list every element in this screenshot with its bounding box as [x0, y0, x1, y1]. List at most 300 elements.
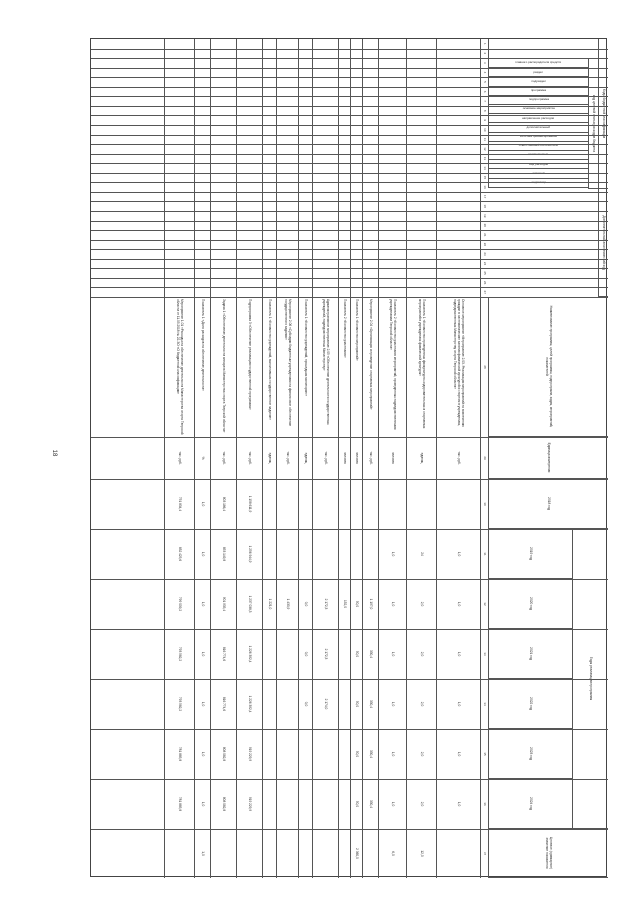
header-year-2019: 2019 год — [488, 529, 572, 579]
row-year-value: 1,0 — [456, 701, 461, 707]
code-digit — [338, 77, 350, 87]
code-digit — [262, 230, 276, 240]
code-digit — [236, 173, 262, 183]
code-digit — [312, 58, 338, 68]
row-year-value: 1 256 944,9 — [247, 545, 252, 563]
code-digit — [276, 144, 298, 154]
code-digit — [276, 173, 298, 183]
code-digit — [406, 287, 436, 297]
code-digit — [164, 268, 194, 278]
code-digit — [378, 230, 406, 240]
row-year-value: 2,0 — [419, 701, 424, 707]
code-digit — [406, 96, 436, 106]
code-digit — [276, 192, 298, 202]
code-digit — [436, 201, 480, 211]
row-base-value — [406, 479, 436, 529]
row-year-value: 1,0 — [390, 801, 395, 807]
code-digit — [194, 287, 210, 297]
code-digit — [378, 240, 406, 250]
code-digit — [378, 135, 406, 145]
column-number: 28 — [482, 365, 487, 369]
row-year-value — [338, 779, 350, 829]
code-digit — [312, 259, 338, 269]
code-digit — [298, 154, 312, 164]
code-digit — [406, 154, 436, 164]
row-completion-value — [276, 829, 298, 878]
row-year-value: 793 582,2 — [177, 646, 182, 662]
code-digit — [262, 96, 276, 106]
code-digit — [262, 115, 276, 125]
row-year-value: 1 430,9 — [285, 598, 290, 610]
row-year-value: 853 149,8 — [221, 546, 226, 562]
code-digit — [312, 106, 338, 116]
column-number: 30 — [482, 502, 487, 506]
row-year-value: 1,0 — [390, 751, 395, 757]
code-digit — [312, 221, 338, 231]
row-base-value: 1,0 — [200, 501, 205, 507]
code-digit — [406, 77, 436, 87]
column-number: 31 — [482, 552, 487, 556]
code-digit — [378, 68, 406, 78]
code-digit — [194, 192, 210, 202]
code-digit — [350, 221, 362, 231]
code-digit — [276, 259, 298, 269]
row-unit: тыс. руб. — [456, 451, 461, 465]
code-digit — [236, 259, 262, 269]
code-digit — [262, 278, 276, 288]
row-year-value — [298, 729, 312, 779]
row-year-value: 24 — [419, 552, 424, 556]
rotated-table — [91, 39, 608, 878]
code-digit — [164, 163, 194, 173]
code-digit — [164, 211, 194, 221]
code-digit — [298, 211, 312, 221]
row-name: Показатель 1 «Количество учреждений, выполнивших государственное задание» — [267, 299, 272, 421]
code-digit — [194, 39, 210, 49]
row-year-value: 330,4 — [368, 650, 373, 658]
code-digit — [298, 49, 312, 59]
code-digit — [262, 182, 276, 192]
code-digit — [378, 182, 406, 192]
row-unit: тыс. руб. — [368, 451, 373, 465]
code-digit — [262, 211, 276, 221]
row-year-value: 2 172,3 — [323, 598, 328, 610]
row-year-value: 50,0 — [354, 700, 359, 708]
code-digit — [350, 106, 362, 116]
code-digit — [338, 115, 350, 125]
code-digit — [194, 58, 210, 68]
row-unit: единиц — [419, 452, 424, 464]
code-digit — [406, 87, 436, 97]
code-digit — [276, 268, 298, 278]
row-year-value: 1,0 — [456, 551, 461, 557]
column-number: 20 — [482, 223, 487, 227]
code-digit — [436, 163, 480, 173]
code-digit — [210, 77, 236, 87]
code-digit — [236, 115, 262, 125]
row-year-value — [262, 629, 276, 679]
code-digit — [436, 154, 480, 164]
column-number: 15 — [482, 175, 487, 180]
code-digit — [350, 268, 362, 278]
code-digit — [164, 68, 194, 78]
code-digit — [236, 221, 262, 231]
code-digit — [298, 125, 312, 135]
code-digit — [236, 68, 262, 78]
code-digit — [312, 39, 338, 49]
code-digit — [362, 96, 378, 106]
code-digit — [236, 135, 262, 145]
code-digit — [378, 39, 406, 49]
row-year-value: 781 885,8 — [177, 796, 182, 812]
row-year-value: 808 082,8 — [221, 796, 226, 812]
column-number: 14 — [482, 166, 487, 170]
code-digit — [312, 268, 338, 278]
code-digit — [338, 259, 350, 269]
code-digit — [236, 249, 262, 259]
column-number: 36 — [482, 802, 487, 806]
page-number: 18 — [51, 449, 57, 457]
row-year-value: 2,0 — [419, 801, 424, 807]
row-year-value: 793 582,2 — [177, 696, 182, 712]
header-name-col: Наименование программы, целей программы, подпрограмм, задач, мероприятий, показателей — [488, 297, 608, 437]
column-number: 19 — [482, 214, 487, 218]
row-completion-value — [436, 829, 480, 878]
code-digit — [350, 287, 362, 297]
code-digit — [236, 106, 262, 116]
code-digit — [262, 249, 276, 259]
code-digit — [436, 287, 480, 297]
code-digit — [276, 201, 298, 211]
row-year-value: 816 774,6 — [221, 696, 226, 712]
code-digit — [276, 58, 298, 68]
code-digit — [312, 182, 338, 192]
code-digit — [236, 96, 262, 106]
code-col-label: основное мероприятие — [522, 106, 555, 111]
code-digit — [276, 163, 298, 173]
row-year-value: 781 885,8 — [177, 746, 182, 762]
row-year-value — [338, 679, 350, 729]
code-digit — [362, 39, 378, 49]
code-digit — [338, 211, 350, 221]
code-digit — [406, 192, 436, 202]
code-digit — [338, 240, 350, 250]
row-completion-value: 6,0 — [390, 851, 395, 856]
column-number: 10 — [482, 128, 487, 132]
code-digit — [210, 221, 236, 231]
code-digit — [298, 221, 312, 231]
row-year-value: 2,0 — [419, 601, 424, 607]
header-target-article: код целевой статьи расходов бюджета — [588, 59, 598, 189]
code-digit — [276, 39, 298, 49]
code-digit — [276, 154, 298, 164]
code-digit — [298, 278, 312, 288]
code-digit — [362, 154, 378, 164]
column-number: 37 — [482, 851, 487, 856]
budget-table-sheet — [90, 38, 607, 877]
code-col-label: подпрограмма — [528, 97, 549, 102]
code-digit — [194, 49, 210, 59]
code-digit — [194, 173, 210, 183]
row-year-value — [312, 779, 338, 829]
code-digit — [362, 77, 378, 87]
code-digit — [276, 287, 298, 297]
code-digit — [194, 125, 210, 135]
column-number: 22 — [482, 242, 487, 247]
code-digit — [236, 240, 262, 250]
header-year-2023: 2023 год — [488, 729, 572, 779]
code-digit — [210, 259, 236, 269]
code-digit — [262, 259, 276, 269]
code-digit — [338, 58, 350, 68]
code-digit — [406, 68, 436, 78]
row-year-value — [312, 529, 338, 579]
code-digit — [194, 249, 210, 259]
row-year-value — [276, 529, 298, 579]
code-digit — [194, 259, 210, 269]
code-digit — [406, 221, 436, 231]
code-digit — [210, 106, 236, 116]
code-digit — [350, 230, 362, 240]
code-digit — [312, 125, 338, 135]
row-base-value — [362, 479, 378, 529]
column-number: 25 — [482, 271, 487, 275]
row-year-value: 919 229,9 — [247, 746, 252, 762]
code-digit — [262, 77, 276, 87]
row-completion-value: 1,0 — [200, 851, 205, 856]
code-digit — [436, 173, 480, 183]
code-digit — [436, 221, 480, 231]
code-digit — [276, 249, 298, 259]
code-digit — [164, 106, 194, 116]
code-digit — [164, 154, 194, 164]
row-base-value — [276, 479, 298, 529]
row-completion-value — [236, 829, 262, 878]
row-year-value — [276, 779, 298, 829]
code-col-label: раздел — [533, 69, 544, 74]
code-digit — [194, 68, 210, 78]
code-digit — [362, 182, 378, 192]
column-number: 29 — [482, 456, 487, 460]
code-digit — [362, 144, 378, 154]
code-digit — [312, 249, 338, 259]
code-digit — [276, 240, 298, 250]
code-digit — [338, 49, 350, 59]
code-digit — [210, 154, 236, 164]
row-name: Показатель 2 «Количество участников мероприятий, проведенных подведомственными учреждениями Тверской области» — [389, 299, 397, 430]
row-year-value: 832 425,6 — [177, 546, 182, 562]
code-digit — [164, 249, 194, 259]
row-year-value: 1 226 392,4 — [247, 695, 252, 713]
row-completion-value — [210, 829, 236, 878]
code-digit — [378, 96, 406, 106]
row-base-value — [262, 479, 276, 529]
code-digit — [378, 173, 406, 183]
code-digit — [194, 115, 210, 125]
code-digit — [350, 192, 362, 202]
code-digit — [378, 192, 406, 202]
row-year-value: 2,0 — [419, 651, 424, 657]
code-digit — [164, 182, 194, 192]
code-digit — [262, 173, 276, 183]
code-digit — [338, 39, 350, 49]
row-year-value — [312, 729, 338, 779]
code-digit — [298, 287, 312, 297]
column-number: 9 — [482, 119, 487, 122]
code-col-label: вид расходов — [529, 161, 548, 166]
code-digit — [350, 154, 362, 164]
code-digit — [236, 154, 262, 164]
row-year-value: 330,4 — [368, 700, 373, 708]
column-number: 1 — [482, 42, 487, 45]
code-digit — [194, 201, 210, 211]
column-number: 32 — [482, 602, 487, 606]
code-digit — [262, 87, 276, 97]
row-year-value: 50,0 — [354, 650, 359, 658]
row-year-value: 901 935,4 — [221, 596, 226, 612]
code-col-label: индикатор — [531, 179, 546, 184]
code-digit — [164, 144, 194, 154]
code-digit — [436, 135, 480, 145]
code-digit — [338, 249, 350, 259]
code-digit — [298, 39, 312, 49]
code-digit — [210, 125, 236, 135]
row-year-value: 0,0 — [303, 651, 308, 657]
code-digit — [362, 287, 378, 297]
code-digit — [262, 68, 276, 78]
row-name: Показатель 1 «Доля расходов на обеспечение деятельности» — [200, 299, 205, 391]
code-digit — [164, 201, 194, 211]
code-digit — [164, 192, 194, 202]
row-name: Показатель 1 «Количество учреждений, прошедших мониторинг» — [303, 299, 308, 397]
code-col-header — [488, 68, 588, 77]
code-digit — [378, 125, 406, 135]
code-digit — [378, 201, 406, 211]
code-digit — [298, 96, 312, 106]
code-digit — [378, 278, 406, 288]
row-name: Административное мероприятие 2.05 «Обеспечение деятельности государственных учреждений, подведомственных Министерству» — [322, 299, 330, 425]
code-digit — [164, 115, 194, 125]
code-digit — [338, 278, 350, 288]
code-digit — [312, 135, 338, 145]
code-digit — [236, 77, 262, 87]
code-digit — [350, 259, 362, 269]
code-digit — [236, 163, 262, 173]
row-year-value: 50,0 — [354, 600, 359, 608]
code-digit — [236, 201, 262, 211]
code-digit — [338, 268, 350, 278]
code-digit — [406, 230, 436, 240]
row-year-value: 2 174,0 — [323, 698, 328, 710]
row-year-value: 1,0 — [456, 601, 461, 607]
code-col-label: дополнительный — [526, 124, 551, 129]
code-digit — [338, 144, 350, 154]
column-number: 27 — [482, 290, 487, 294]
code-digit — [276, 230, 298, 240]
code-digit — [312, 287, 338, 297]
code-digit — [164, 39, 194, 49]
code-digit — [436, 39, 480, 49]
code-digit — [262, 287, 276, 297]
row-name: Показатель 2 «Количество участников» — [342, 299, 347, 358]
code-digit — [436, 96, 480, 106]
code-digit — [362, 106, 378, 116]
code-digit — [350, 249, 362, 259]
row-completion-value — [312, 829, 338, 878]
code-digit — [312, 77, 338, 87]
code-digit — [338, 135, 350, 145]
row-name: Задача 1 «Обеспечение деятельности аппарата Министерства спорта Тверской области» — [221, 299, 226, 433]
code-digit — [276, 125, 298, 135]
row-name: Мероприятие 2.04 «Организация и проведение спортивных мероприятий» — [368, 299, 373, 410]
row-completion-value — [362, 829, 378, 878]
header-completion: Целевое (суммарное) значение показателя — [488, 829, 608, 878]
code-digit — [350, 68, 362, 78]
column-number: 3 — [482, 62, 487, 64]
row-year-value — [338, 529, 350, 579]
code-digit — [378, 144, 406, 154]
code-digit — [236, 49, 262, 59]
row-base-value: 751 834,4 — [177, 496, 182, 512]
code-digit — [276, 115, 298, 125]
code-digit — [378, 77, 406, 87]
code-digit — [194, 154, 210, 164]
row-base-value — [436, 479, 480, 529]
code-digit — [194, 135, 210, 145]
column-number: 35 — [482, 752, 487, 756]
row-base-value — [312, 479, 338, 529]
row-completion-value — [164, 829, 194, 878]
code-digit — [436, 125, 480, 135]
code-digit — [194, 221, 210, 231]
code-digit — [362, 173, 378, 183]
code-digit — [276, 135, 298, 145]
column-number: 18 — [482, 204, 487, 208]
code-digit — [406, 278, 436, 288]
row-year-value — [350, 529, 362, 579]
code-digit — [210, 163, 236, 173]
code-digit — [298, 58, 312, 68]
code-digit — [312, 68, 338, 78]
code-digit — [436, 49, 480, 59]
code-digit — [210, 87, 236, 97]
code-digit — [312, 240, 338, 250]
code-digit — [164, 135, 194, 145]
row-unit: человек — [342, 452, 347, 464]
code-digit — [406, 268, 436, 278]
code-col-header — [488, 77, 588, 86]
row-completion-value — [298, 829, 312, 878]
code-digit — [298, 230, 312, 240]
code-digit — [378, 106, 406, 116]
code-digit — [298, 87, 312, 97]
code-digit — [406, 173, 436, 183]
row-base-value — [350, 479, 362, 529]
row-year-value: 2,0 — [419, 751, 424, 757]
code-digit — [362, 192, 378, 202]
code-col-label: источник — [532, 170, 545, 175]
code-digit — [210, 115, 236, 125]
code-digit — [236, 278, 262, 288]
code-digit — [338, 106, 350, 116]
column-number: 8 — [482, 109, 487, 112]
code-col-header — [488, 87, 588, 96]
row-base-value — [298, 479, 312, 529]
code-col-label: соисполнитель — [528, 152, 549, 157]
code-digit — [276, 221, 298, 231]
code-digit — [436, 106, 480, 116]
code-digit — [378, 211, 406, 221]
